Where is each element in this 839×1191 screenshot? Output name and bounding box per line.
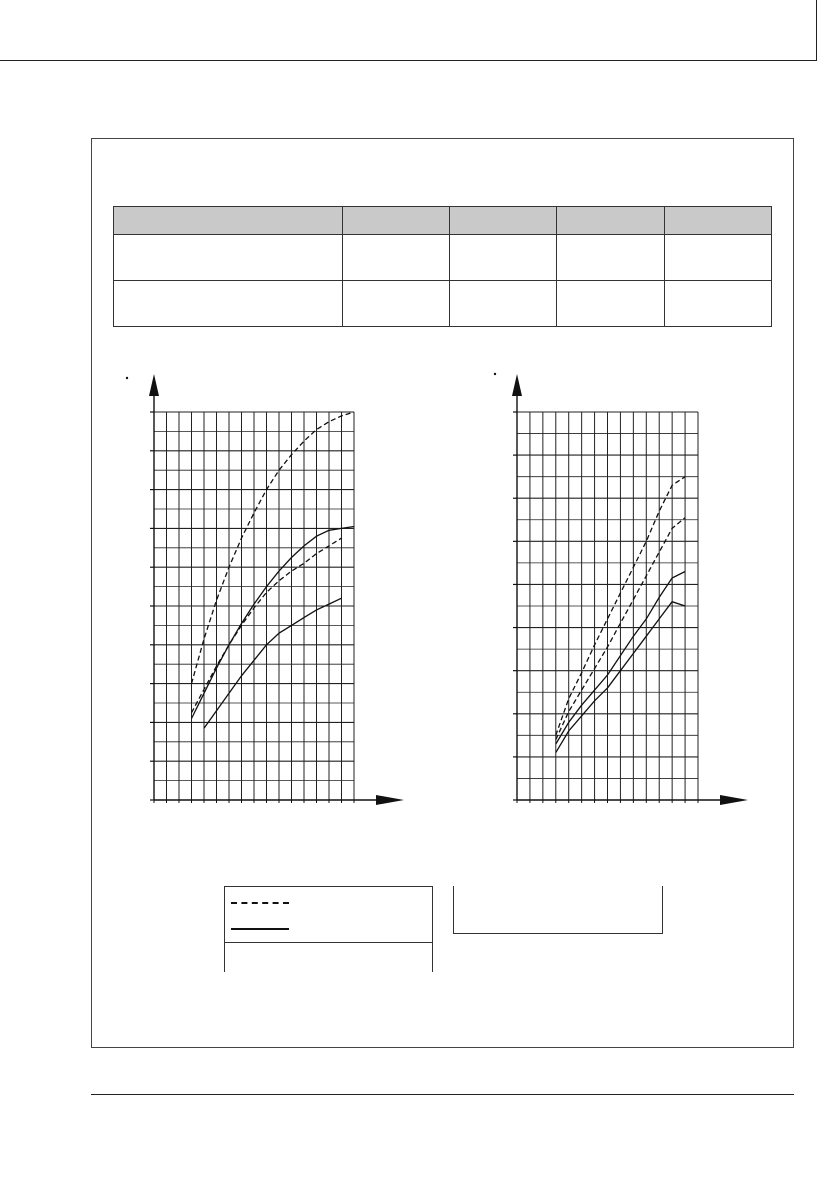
note-border bbox=[453, 933, 663, 934]
axis-unit-mark bbox=[126, 377, 128, 379]
chart-left bbox=[126, 374, 404, 805]
note-box bbox=[453, 886, 663, 934]
series-line-solid bbox=[204, 598, 342, 728]
series-line-solid bbox=[192, 527, 355, 719]
y-axis-arrow bbox=[512, 374, 522, 396]
x-axis-arrow bbox=[720, 795, 748, 805]
x-axis-arrow bbox=[376, 795, 404, 805]
y-axis-arrow bbox=[149, 374, 159, 396]
legend-divider bbox=[432, 942, 433, 972]
legend-divider bbox=[224, 942, 225, 972]
chart-right bbox=[494, 373, 748, 805]
legend-solid-swatch bbox=[231, 928, 289, 930]
note-border bbox=[662, 886, 663, 934]
legend-dashed-swatch bbox=[231, 902, 289, 904]
footer-rule bbox=[91, 1094, 794, 1095]
legend bbox=[224, 886, 433, 972]
legend-frame bbox=[224, 886, 433, 943]
axis-unit-mark bbox=[494, 373, 496, 375]
note-border bbox=[453, 886, 454, 934]
